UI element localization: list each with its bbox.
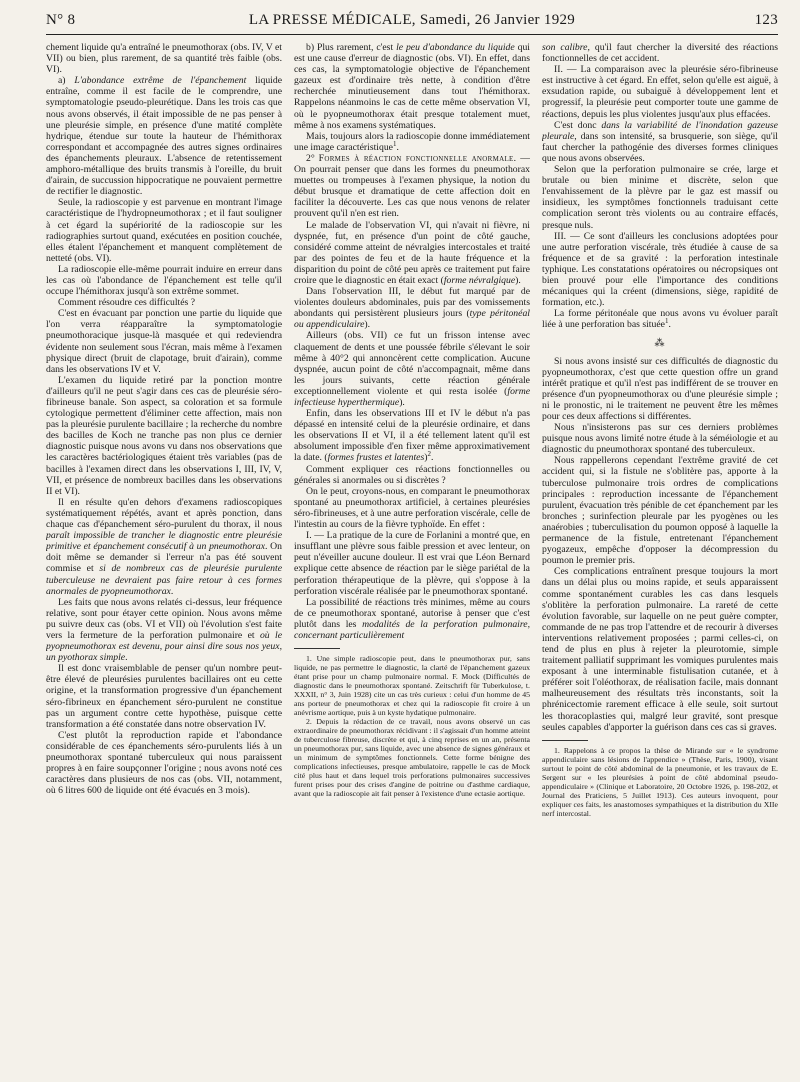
paragraph: C'est plutôt la reproduction rapide et l'abondance considérable de ces épanchements séro-purulents liés à un pneumothorax spontané tuberculeux qui nous paraissent propres à en faire soupçonner l'origine ; nous avons noté ces caractères dans plusieurs de nos cas (obs. VII, notamment, où 6 litres 600 de liquide ont été évacués en 3 mois). xyxy=(46,729,282,797)
paragraph: C'est donc dans la variabilité de l'inondation gazeuse pleurale, dans son intensité, sa brusquerie, son siège, qu'il faut chercher la pathogénie des diverses formes cliniques que nous avons observées. xyxy=(542,119,778,164)
paragraph: Seule, la radioscopie y est parvenue en montrant l'image caractéristique de l'hydropneumothorax ; et il faut souligner à cet égard la supériorité de la radioscopie sur les radiographies surtout quand, exécutées en position couchée, elles étalent l'épanchement et manquent complètement de netteté (obs. VI). xyxy=(46,197,282,264)
paragraph: Nous rappellerons cependant l'extrême gravité de cet accident qui, si la fistule ne s'oblitère pas, apporte à la tuberculose pulmonaire trois ordres de complications principales : reproduction incessante de l'épanchement purulent, évacuation très pénible de cet épanchement par les bronches ; surinfection pleurale par les pyogènes ou les anaérobies ; tuberculisation du poumon opposé à laquelle la permanence de la fistule, entretenant l'épanchement pyogazeux, empêche d'opposer la décompression du poumon le premier pris. xyxy=(542,455,778,567)
paragraph: son calibre, qu'il faut chercher la diversité des réactions fonctionnelles de cet accident. xyxy=(542,42,778,65)
column-3 xyxy=(542,42,778,1074)
paragraph: Ailleurs (obs. VII) ce fut un frisson intense avec claquement de dents et une poussée fébrile s'élevant le soir même à 40°2 qui annoncèrent cette complication. Aucune dyspnée, aucun point de côté n'accompagnait, même dans les jours suivants, cette réaction générale exceptionnellement violente et qui resta isolée (forme infectieuse hyperthermique). xyxy=(294,330,530,408)
paragraph: a) L'abondance extrême de l'épanchement liquide entraîne, comme il est facile de le comprendre, une symptomatologie pseudo-pleurétique. Dans les trois cas que nous avons observés, il était impossible de ne pas penser à une pleurésie simple, en présence d'une matité complète hydrique, étendue sur toute la hauteur de l'hémithorax correspondant et accompagnée des autres signes ordinaires des épanchements pleuraux. L'absence de retentissement amphoro-métallique des bruits transmis à l'oreille, du bruit d'airain, de succussion hippocratique ne pouvaient permettre de rectifier le diagnostic. xyxy=(46,75,282,198)
paragraph: La radioscopie elle-même pourrait induire en erreur dans les cas où l'abondance de l'épanchement est telle qu'il occupe l'hémithorax jusqu'à son extrême sommet. xyxy=(46,263,282,298)
paragraph: II. — La comparaison avec la pleurésie séro-fibrineuse est instructive à cet égard. En effet, selon qu'elle est aiguë, à exsudation rapide, ou subaiguë à développement lent et progressif, la pleurésie peut comporter toute une gamme de réactions, depuis les plus violentes jusqu'aux plus effacées. xyxy=(542,64,778,120)
paragraph: I. — La pratique de la cure de Forlanini a montré que, en insufflant une plèvre sous faible pression et avec lenteur, on peut n'éveiller aucune douleur. Il est vrai que Léon Bernard explique cette absence de réaction par le siège pariétal de la perforation thérapeutique de la plèvre, qui s'oppose à la perforation viscérale réalisée par le pneumothorax spontané. xyxy=(294,530,530,597)
paragraph: Selon que la perforation pulmonaire se crée, large et brutale ou bien minime et discrète, selon que l'envahissement de la plèvre par le gaz est massif ou insidieux, les symptômes fonctionnels traduisant cette complication seront très violents ou au contraire effacés, presque nuls. xyxy=(542,164,778,231)
page-header xyxy=(46,12,778,35)
text-columns xyxy=(46,42,778,1074)
paragraph: III. — Ce sont d'ailleurs les conclusions adoptées pour une autre perforation viscérale, très étudiée à cause de sa fréquence et de sa gravité : la perforation intestinale typhique. Les constatations opératoires ou nécropsiques ont bien prouvé pour elle l'importance des conditions mécaniques qui la créent (dimensions, siège, rapidité de formation, etc.). xyxy=(542,230,778,309)
footnote: 2. Depuis la rédaction de ce travail, nous avons observé un cas extraordinaire de pneumothorax récidivant : il s'agissait d'un homme atteint de tuberculose fibreuse, discrète et qui, à cinq reprises en un an, présenta un pneumothorax pur, sans liquide, avec une absence de signes généraux et un minimum de symptômes fonctionnels. Cette forme bénigne des complications infectieuses, presque ambulatoire, rappelle le cas de Mock cité plus haut et dans lequel trois perforations pulmonaires successives furent prises pour des crises d'angine de poitrine ou d'asthme cardiaque, avant que la radioscopie ait fait penser à l'existence d'une ectasie aortique. xyxy=(294,717,530,799)
paragraph: Comment résoudre ces difficultés ? xyxy=(58,297,196,309)
footnote-rule xyxy=(542,740,588,741)
paragraph: Dans l'observation III, le début fut marqué par de violentes douleurs abdominales, puis par des vomissements abondants qui persistèrent plusieurs jours (type péritonéal ou appendiculaire). xyxy=(294,286,530,331)
publication-title: LA PRESSE MÉDICALE, Samedi, 26 Janvier 1929 xyxy=(248,12,576,28)
paragraph: Enfin, dans les observations III et IV le début n'a pas dépassé en intensité celui de la pleurésie ordinaire, et dans les observations II et VI, il a été tellement latent qu'il est absolument impossible d'en fixer même approximativement la date. (formes frustes et latentes)$^2$. xyxy=(294,408,530,464)
paragraph: Si nous avons insisté sur ces difficultés de diagnostic du pyopneumothorax, c'est que cette question offre un grand intérêt pratique et qu'il n'est pas indifférent de se trouver en présence d'un pyopneumothorax ou d'une pleurésie simple ; ni le pronostic, ni le traitement ne peuvent être les mêmes pour ces deux affections si différentes. xyxy=(542,355,778,422)
paragraph: La possibilité de réactions très minimes, même au cours de ce pneumothorax spontané, autorise à penser que c'est plutôt dans les modalités de la perforation pulmonaire, concernant particulièrement xyxy=(294,596,530,641)
page-number: 123 xyxy=(754,12,778,28)
paragraph: Le malade de l'observation VI, qui n'avait ni fièvre, ni dyspnée, fut, en présence d'un point de côté gauche, considéré comme atteint de névralgies intercostales et traité par des pointes de feu et de la haute fréquence et la disparition du point de côté peu après ce traitement put faire croire que le diagnostic en était exact (forme névralgique). xyxy=(294,219,530,286)
paragraph: La forme péritonéale que nous avons vu évoluer paraît liée à une perforation bas située$^1$. xyxy=(542,308,778,331)
paragraph: chement liquide qu'a entraîné le pneumothorax (obs. IV, V et VII) ou bien, plus rarement, de sa quantité très faible (obs. VI). xyxy=(46,42,282,76)
section-title: Formes à réaction fonctionnelle anormale. xyxy=(318,152,517,164)
column-1 xyxy=(46,42,282,1074)
paragraph: Il est donc vraisemblable de penser qu'un nombre peut-être élevé de pleurésies purulentes bacillaires ont eu cette origine, et la transformation progressive d'un épanchement séro-fibrineux en épanchement séro-purulent ne constitue pas un argument contre cette hypothèse, puisque cette transformation a été constatée dans notre observation IV. xyxy=(46,663,282,730)
paragraph: L'examen du liquide retiré par la ponction montre d'ailleurs qu'il ne peut s'agir dans ces cas de pleurésie séro-fibrineuse banale. Son aspect, sa coloration et sa formule cytologique permettent d'éliminer cette affection, mais non pas la pleurésie purulente bacillaire ; la recherche du nombre des bacilles de Koch ne tranche pas non plus ce dernier diagnostic puisque nous avons vu dans nos observations que les caractères bactériologiques étaient très variables (pas de bacilles à l'examen direct dans les observations I, III, IV, V, VII, et présence de nombreux bacilles dans les observations II et VI). xyxy=(46,374,282,497)
section-heading-paragraph: 2° Formes à réaction fonctionnelle anormale. — On pourrait penser que dans les formes du pneumothorax muettes ou trompeuses à l'examen physique, la notion du début brusque et dramatique de cette affection doit en faciliter la découverte. Les cas que nous venons de relater prouvent qu'il n'en est rien. xyxy=(294,152,530,220)
footnote: 1. Rappelons à ce propos la thèse de Mirande sur « le syndrome appendiculaire sans lésions de l'appendice » (Thèse, Paris, 1900), visant surtout le point de côté abdominal de la pneumonie, et les travaux de E. Sergent sur « les pleurésies à point de côté abdominal pseudo-appendiculaire » (Clinique et Laboratoire, 20 Octobre 1926, p. 198-202, et Journal des Praticiens, 5 Juillet 1913). Ces auteurs invoquent, pour expliquer ces faits, les anastomoses sympathiques et la distribution du XIIe nerf intercostal. xyxy=(542,745,778,818)
section-separator-asterism: ⁂ xyxy=(654,338,666,350)
footnote: 1. Une simple radioscopie peut, dans le pneumothorax pur, sans liquide, ne pas permettre le diagnostic, la clarté de l'épanchement gazeux étant prise pour un champ pulmonaire normal. F. Mock (Difficultés de diagnostic dans le pneumothorax spontané. Zeitschrift für Tuberkulose, t. XXXII, n° 3, Juin 1928) cite un cas très curieux : celui d'un homme de 45 ans porteur de pneumothorax et chez qui la radioscopie fit croire à un anévrisme aortique, puis à un kyste hydatique pulmonaire. xyxy=(294,654,530,718)
paragraph: On le peut, croyons-nous, en comparant le pneumothorax spontané au pneumothorax artificiel, à certaines pleurésies séro-fibrineuses, et à une autre perforation viscérale, celle de l'intestin au cours de la fièvre typhoïde. En effet : xyxy=(294,485,530,531)
paragraph: b) Plus rarement, c'est le peu d'abondance du liquide qui est une cause d'erreur de diagnostic (obs. VI). En effet, dans ces cas, la symptomatologie objective de l'épanchement gazeux est d'ordinaire très nette, à condition d'être recherchée minutieusement dans tout l'hémithorax. Rappelons néanmoins le cas de cette même observation VI, où le pyopneumothorax était presque totalement muet, même à nos examens systématiques. xyxy=(294,42,530,131)
footnote-ref: 1 xyxy=(392,139,397,148)
paragraph: C'est en évacuant par ponction une partie du liquide que l'on verra réapparaître la symptomatologie pneumothoracique jusque-là masquée et qui redeviendra évidente non seulement sous l'écran, mais même à l'examen physique direct (bruit de clapotage, bruit d'airain), comme dans les observations IV et V. xyxy=(46,308,282,375)
paragraph: Ces complications entraînent presque toujours la mort dans un délai plus ou moins rapide, et seuls apparaissent comme spontanément curables les cas dans lesquels s'oblitère la perforation pulmonaire. La rareté de cette évolution favorable, sur laquelle on ne peut guère compter, commande de ne pas trop l'attendre et de recourir à diverses interventions relativement proposées ; parmi celles-ci, on tend de plus en plus à rejeter la pleurotomie, simple traitement palliatif supprimant les vomiques purulentes mais exposant à une interminable fistulisation cutanée, et à préférer soit l'oléothorax, de réalisation facile, mais donnant malheureusement des résultats très inconstants, soit la phrénicectomie rarement efficace à elle seule, soit surtout les thoracoplasties qui, malgré leur gravité, sont presque seules capables d'apporter la guérison dans ces cas si graves. xyxy=(542,566,778,733)
column-2 xyxy=(294,42,530,1074)
footnote-rule xyxy=(294,648,340,649)
paragraph: Les faits que nous avons relatés ci-dessus, leur fréquence relative, sont pour étayer cette opinion. Nous avons même pu suivre deux cas (obs. VI et VII) où l'évolution s'est faite vers la fermeture de la perforation pulmonaire et où le pyopneumothorax est devenu, pour ainsi dire sous nos yeux, un pyothorax simple. xyxy=(46,596,282,664)
footnote-ref: 1 xyxy=(664,317,669,326)
issue-number: N° 8 xyxy=(46,12,76,28)
paragraph: Nous n'insisterons pas sur ces derniers problèmes puisque nous avons limité notre étude à la séméiologie et au diagnostic du pneumothorax spontané des tuberculeux. xyxy=(542,422,778,456)
paragraph: Mais, toujours alors la radioscopie donne immédiatement une image caractéristique$^1$. xyxy=(294,130,530,153)
paragraph: Il en résulte qu'en dehors d'examens radioscopiques systématiquement répétés, avant et après ponction, dans chaque cas d'épanchement séro-purulent du thorax, il nous paraît impossible de trancher le diagnostic entre pleurésie primitive et épanchement consécutif à un pneumothorax. On doit même se demander si l'erreur n'a pas été souvent commise et si de nombreux cas de pleurésie purulente tuberculeuse ne devraient pas faire retour à ces formes anormales de pyopneumothorax. xyxy=(46,496,282,597)
paragraph: Comment expliquer ces réactions fonctionnelles ou générales si anormales ou si discrètes ? xyxy=(294,463,530,486)
footnote-ref: 2 xyxy=(427,450,431,459)
